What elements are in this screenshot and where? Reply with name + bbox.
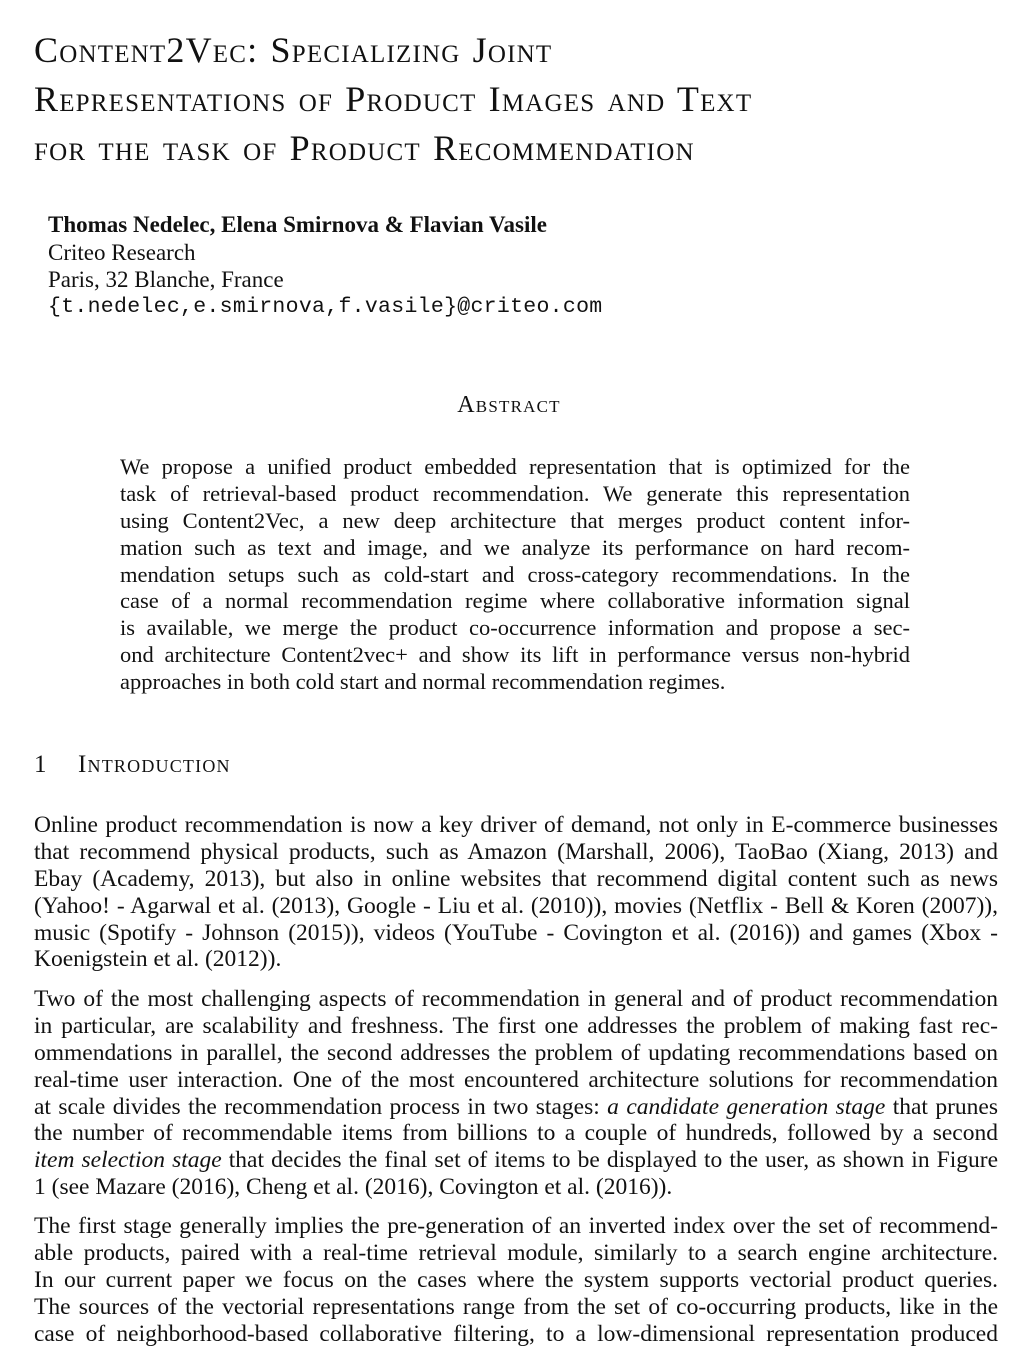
text-line: Ebay (Academy, 2013), but also in online websites that recommend digital content such as news [34, 865, 998, 892]
text-line: in particular, are scalability and freshness. The first one addresses the problem of making fast rec- [34, 1012, 998, 1039]
text-line: able products, paired with a real-time retrieval module, similarly to a search engine architecture. [34, 1239, 998, 1266]
text-line: case of neighborhood-based collaborative filtering, to a low-dimensional representation produced [34, 1320, 998, 1347]
title-line: for the task of Product Recommendation [34, 128, 695, 168]
abstract-line: ond architecture Content2vec+ and show its lift in performance versus non-hybrid [120, 642, 910, 668]
text-line: The sources of the vectorial representations range from the set of co-occurring products, like in the [34, 1293, 998, 1320]
text-line: (Yahoo! - Agarwal et al. (2013), Google - Liu et al. (2010)), movies (Netflix - Bell & Koren (2007)), [34, 892, 998, 919]
abstract-line: approaches in both cold start and normal recommendation regimes. [120, 669, 726, 695]
abstract-line: mendation setups such as cold-start and cross-category recommendations. In the [120, 561, 910, 587]
author-emails: {t.nedelec,e.smirnova,f.vasile}@criteo.com [48, 294, 603, 319]
text-fragment: at scale divides the recommendation process in two stages: [34, 1093, 600, 1120]
text-fragment: that decides the final set of items to be displayed to the user, as shown in Figure [228, 1147, 998, 1174]
intro-paragraph-2 [34, 986, 998, 1201]
title-line: Content2Vec: Specializing Joint [34, 30, 553, 70]
text-fragment: that prunes [892, 1093, 998, 1120]
text-line: the number of recommendable items from billions to a couple of hundreds, followed by a second [34, 1120, 998, 1147]
author-names: Thomas Nedelec, Elena Smirnova & Flavian Vasile [48, 212, 547, 237]
text-line: The first stage generally implies the pre-generation of an inverted index over the set of recommend- [34, 1213, 998, 1239]
abstract-heading: Abstract [457, 392, 561, 418]
affiliation: Criteo Research [48, 239, 196, 265]
text-line: Two of the most challenging aspects of recommendation in general and of product recommendation [34, 986, 998, 1012]
text-line: music (Spotify - Johnson (2015)), videos (YouTube - Covington et al. (2016)) and games (Xbox - [34, 919, 998, 946]
abstract-line: task of retrieval-based product recommendation. We generate this representation [120, 480, 910, 506]
text-line: 1 (see Mazare (2016), Cheng et al. (2016), Covington et al. (2016)). [34, 1174, 673, 1201]
abstract-line: is available, we merge the product co-occurrence information and propose a sec- [120, 615, 910, 641]
emphasis-item-selection: item selection stage [34, 1147, 222, 1174]
text-line [34, 1094, 998, 1121]
intro-paragraph-3 [34, 1213, 998, 1347]
text-line: real-time user interaction. One of the most encountered architecture solutions for recommendation [34, 1066, 998, 1093]
text-line: Koenigstein et al. (2012)). [34, 946, 282, 973]
emphasis-candidate-stage: a candidate generation stage [607, 1093, 886, 1120]
text-line: ommendations in parallel, the second addresses the problem of updating recommendations based on [34, 1039, 998, 1066]
abstract-body [120, 454, 910, 696]
text-line: In our current paper we focus on the cases where the system supports vectorial product queries. [34, 1266, 998, 1293]
paper-title [34, 26, 1004, 173]
section-number: 1 [34, 751, 48, 778]
title-line: Representations of Product Images and Text [34, 79, 753, 119]
address: Paris, 32 Blanche, France [48, 267, 284, 292]
abstract-line: We propose a unified product embedded representation that is optimized for the [120, 454, 910, 479]
intro-paragraph-1 [34, 812, 998, 973]
abstract-line: case of a normal recommendation regime where collaborative information signal [120, 588, 910, 614]
author-block [48, 211, 603, 321]
abstract-line: mation such as text and image, and we analyze its performance on hard recom- [120, 534, 910, 560]
section-heading-introduction [34, 751, 231, 779]
abstract-line: using Content2Vec, a new deep architecture that merges product content infor- [120, 507, 910, 533]
section-title: Introduction [78, 751, 231, 778]
text-line: that recommend physical products, such as Amazon (Marshall, 2006), TaoBao (Xiang, 2013) and [34, 838, 998, 865]
text-line [34, 1147, 998, 1174]
text-line: Online product recommendation is now a key driver of demand, not only in E-commerce businesses [34, 812, 998, 838]
